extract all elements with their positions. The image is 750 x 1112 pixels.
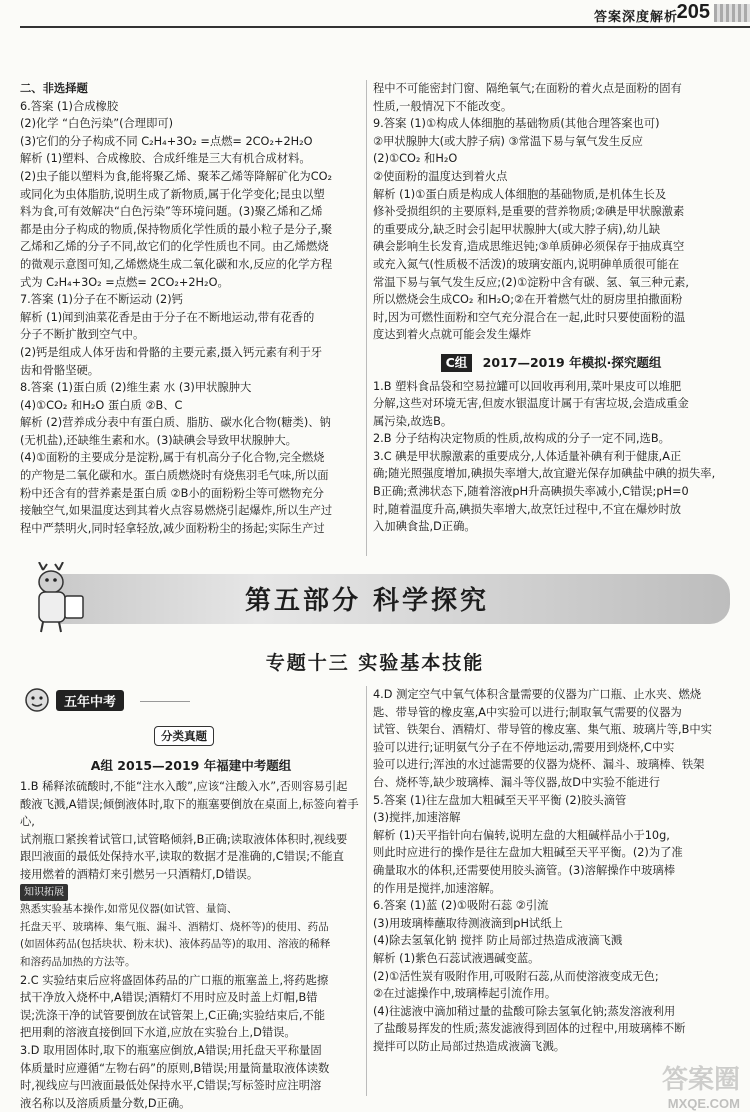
text-line: 时,因为可燃性面粉和空气充分混合在一起,此时只要使面粉的温 [373,310,686,324]
column-divider-bottom [366,686,367,1096]
column-divider-top [366,80,367,556]
text-line: 常温下易与氧气发生反应;(2)①淀粉中含有碳、氢、氧三种元素, [373,275,689,289]
text-line: 或充入氮气(性质极不活泼)的玻璃安瓿内,说明砷单质很可能在 [373,257,680,271]
text-line: 试剂瓶口紧挨着试管口,试管略倾斜,B正确;读取液体体积时,视线要 [20,832,348,846]
text-line: 或同化为虫体脂肪,说明生成了新物质,属于化学变化;昆虫以塑 [20,187,325,201]
text-line: (4)往滤液中滴加稍过量的盐酸可除去氢氧化钠;蒸发溶液利用 [373,1004,676,1018]
text-line: 3.C 碘是甲状腺激素的重要成分,人体适量补碘有利于健康,A正 [373,449,682,463]
text-line: B正确;煮沸状态下,随着溶液pH升高碘损失率减小,C错误;pH=0 [373,485,689,499]
watermark-url: MXQE.COM [667,1096,740,1111]
text-line: 台、烧杯等,缺少玻璃棒、漏斗等仪器,故D中实验不能进行 [373,775,661,789]
mascot-small-icon [20,686,54,716]
site-watermark [600,1059,740,1111]
text-line: 确量取水的体积,还需要使用胶头滴管。(3)溶解操作中玻璃棒 [373,863,676,877]
text-line: 解析 (1)①蛋白质是构成人体细胞的基础物质,是机体生长及 [373,187,667,201]
text-line: 则此时应进行的操作是往左盘加大粗碱至天平平衡。(2)为了准 [373,846,683,860]
text-line: 解析 (1)闻到油菜花香是由于分子在不断地运动,带有花香的 [20,310,315,324]
group-badge: C组 [441,354,473,372]
answer-block [373,80,729,344]
text-line: 齿和骨骼坚硬。 [20,363,100,377]
text-line: 验可以进行;浑浊的水过滤需要的仪器为烧杯、漏斗、玻璃棒、铁架 [373,758,705,772]
text-line: 解析 (2)营养成分表中有蛋白质、脂肪、碳水化合物(糖类)、钠 [20,416,331,430]
text-line: (2)虫子能以塑料为食,能将聚乙烯、聚苯乙烯等降解矿化为CO₂ [20,169,333,183]
answer-block [373,378,729,536]
answer-block [20,778,362,884]
text-line: (2)①活性炭有吸附作用,可吸附石蕊,从而使溶液变成无色; [373,969,659,983]
text-line: 误;洗涤干净的试管要倒放在试管架上,C正确;实验结束后,不能 [20,1008,326,1022]
text-line: 2.B 分子结构决定物质的性质,故构成的分子一定不同,选B。 [373,432,670,446]
text-line: 解析 (1)天平指针向右偏转,说明左盘的大粗碱样品小于10g, [373,828,670,842]
text-line: (2)①CO₂ 和H₂O [373,152,458,166]
text-line: 6.答案 (1)蓝 (2)①吸附石蕊 ②引流 [373,899,549,913]
text-line: 把用剩的溶液直接倒回下水道,应放在实验台上,D错误。 [20,1026,296,1040]
text-line: 1.B 塑料食品袋和空易拉罐可以回收再利用,菜叶果皮可以堆肥 [373,379,682,393]
watermark-text: 答案圈 [661,1065,740,1095]
text-line: 料为食,可有效解决“白色污染”等环境问题。(3)聚乙烯和乙烯 [20,205,323,219]
text-line: (2)钙是组成人体牙齿和骨骼的主要元素,摄入钙元素有利于牙 [20,345,323,359]
text-line: 试管、铁架台、酒精灯、带导管的橡皮塞、集气瓶、玻璃片等,B中实 [373,723,712,737]
text-line: 的产物是二氧化碳和水。蛋白质燃烧时有烧焦羽毛气味,所以面 [20,469,329,483]
text-line: 搅拌可以防止局部过热造成液滴飞溅。 [373,1039,566,1053]
text-line: 分解,这些对环境无害,但废水银温度计属于有害垃圾,会造成重金 [373,397,689,411]
text-line: 3.D 取用固体时,取下的瓶塞应倒放,A错误;用托盘天平称量固 [20,1043,322,1057]
classified-questions-label: 分类真题 [154,726,214,746]
text-line: 确;随光照强度增加,碘损失率增大,故宜避光保存加碘盐中碘的损失率, [373,467,716,481]
text-line: (如固体药品(包括块状、粉末状)、液体药品等)的取用、溶液的稀释 [20,938,331,951]
page-number: 205 [676,1,710,23]
text-line: 7.答案 (1)分子在不断运动 (2)钙 [20,293,183,307]
text-line: 1.B 稀释浓硫酸时,不能“注水入酸”,应该“注酸入水”,否则容易引起 [20,780,348,793]
answer-block [20,972,362,1112]
text-line: 跟凹液面的最低处保持水平,读取的数据才是准确的,C错误;不能直 [20,850,344,864]
left-column-bottom [20,778,362,1112]
group-title: 2017—2019 年模拟·探究题组 [482,354,662,370]
text-line: 解析 (1)塑料、合成橡胶、合成纤维是三大有机合成材料。 [20,152,311,166]
text-line: 6.答案 (1)合成橡胶 [20,99,119,113]
text-line: 程中严禁明火,同时轻拿轻放,减少面粉粉尘的扬起;实际生产过 [20,521,325,535]
answer-block [20,98,362,538]
group-heading-a: A组 2015—2019 年福建中考题组 [90,758,292,773]
text-line: 体质量时应遵循“左物右码”的原则,B错误;用量筒量取液体读数 [20,1061,330,1075]
text-line: 匙、带导管的橡皮塞,A中实验可以进行;制取氧气需要的仪器为 [373,705,682,719]
text-line: (4)①CO₂ 和H₂O 蛋白质 ②B、C [20,398,183,412]
text-line: 9.答案 (1)①构成人体细胞的基础物质(其他合理答案也可) [373,117,660,131]
answer-block [373,686,729,1055]
text-line: 了盐酸易挥发的性质;蒸发滤液得到固体的过程中,用玻璃棒不断 [373,1022,686,1036]
text-line: 度达到着火点就可能会发生爆炸 [373,328,532,342]
text-line: (3)它们的分子构成不同 C₂H₄+3O₂ =点燃= 2CO₂+2H₂O [20,134,313,148]
part-banner [25,562,730,634]
text-line: 时,视线应与凹液面最低处保持水平,C错误;写标签时应注明溶 [20,1079,322,1093]
text-line: 所以燃烧会生成CO₂ 和H₂O;②在开着燃气灶的厨房里拍撒面粉 [373,293,683,307]
topic-title: 专题十三 实验基本技能 [265,652,485,674]
text-line: ②使面粉的温度达到着火点 [373,169,508,183]
text-line: ②在过滤操作中,玻璃棒起引流作用。 [373,987,557,1001]
tip-box [20,884,362,972]
heading-rule [140,701,190,702]
text-line: 4.D 测定空气中氧气体积含量需要的仪器为广口瓶、止水夹、燃烧 [373,688,702,701]
text-line: 性质,一般情况下不能改变。 [373,99,513,113]
text-line: 乙烯和乙烯的分子不同,故它们的化学性质也不同。由乙烯燃烧 [20,240,329,254]
five-year-exam-label: 五年中考 [56,690,124,711]
text-line: 验可以进行;证明氨气分子在不停地运动,需要用到烧杯,C中实 [373,740,675,754]
text-line: ②甲状腺肿大(或大脖子病) ③常温下易与氧气发生反应 [373,134,643,148]
part-title: 第五部分 科学探究 [245,586,490,616]
text-line: 熟悉实验基本操作,如常见仪器(如试管、量筒、 [20,903,238,916]
header-decoration [714,4,750,22]
text-line: 碘会影响生长发育,造成思维迟钝;③单质砷必须保存于抽成真空 [373,240,685,254]
text-line: (无机盐),还缺维生素和水。(3)缺碘会导致甲状腺肿大。 [20,433,297,447]
text-line: 的重要成分,缺乏时会引起甲状腺肿大(或大脖子病),幼儿缺 [373,222,661,236]
text-line: 分子不断扩散到空气中。 [20,328,145,342]
text-line: 和溶药品加热的方法等。 [20,955,136,968]
header-title: 答案深度解析 [593,10,678,25]
section-heading: 二、非选择题 [20,82,88,95]
header-rule [20,26,750,28]
text-line: 的微观示意图可知,乙烯燃烧生成二氧化碳和水,反应的化学方程 [20,257,333,271]
text-line: 托盘天平、玻璃棒、集气瓶、漏斗、酒精灯、烧杯等)的使用、药品 [20,920,329,933]
left-column-top [20,80,362,537]
reindeer-mascot-icon [25,562,95,634]
text-line: 式为 C₂H₄+3O₂ =点燃= 2CO₂+2H₂O。 [20,275,229,289]
text-line: 程中不可能密封门窗、隔绝氧气;在面粉的着火点是面粉的固有 [373,82,682,95]
text-line: 时,随着温度升高,碘损失率增大,故烹饪过程中,不宜在爆炒时放 [373,502,682,516]
group-heading-c [373,354,729,372]
five-year-exam-heading [20,686,190,716]
text-line: 接用燃着的酒精灯来引燃另一只酒精灯,D错误。 [20,867,259,881]
text-line: 5.答案 (1)往左盘加大粗碱至天平平衡 (2)胶头滴管 [373,793,627,807]
tip-text [20,901,362,971]
text-line: (4)除去氢氧化钠 搅拌 防止局部过热造成液滴飞溅 [373,934,623,948]
tip-badge: 知识拓展 [20,884,68,902]
text-line: 2.C 实验结束后应将盛固体药品的广口瓶的瓶塞盖上,将药匙擦 [20,973,329,987]
text-line: 的作用是搅拌,加速溶解。 [373,881,501,895]
text-line: 解析 (1)紫色石蕊试液遇碱变蓝。 [373,951,540,965]
text-line: (3)用玻璃棒蘸取待测液滴到pH试纸上 [373,916,563,930]
page-header [0,0,750,36]
text-line: (3)搅拌,加速溶解 [373,811,461,825]
text-line: 拭干净放入烧杯中,A错误;酒精灯不用时应及时盖上灯帽,B错 [20,991,318,1005]
text-line: 属污染,故选B。 [373,414,453,428]
right-column-top [373,80,729,536]
text-line: 接触空气,如果温度达到其着火点容易燃烧引起爆炸,所以生产过 [20,504,333,518]
text-line: 酸液飞溅,A错误;倾倒液体时,取下的瓶塞要倒放在桌面上,标签向着手心, [20,797,359,829]
text-line: (4)①面粉的主要成分是淀粉,属于有机高分子化合物,完全燃烧 [20,451,325,465]
text-line: (2)化学 “白色污染”(合理即可) [20,117,174,131]
text-line: 液名称以及溶质质量分数,D正确。 [20,1096,191,1110]
text-line: 入加碘食盐,D正确。 [373,520,476,534]
text-line: 粉中还含有的营养素是蛋白质 ②B小的面粉粉尘等可燃物充分 [20,486,324,500]
text-line: 8.答案 (1)蛋白质 (2)维生素 水 (3)甲状腺肿大 [20,381,252,395]
text-line: 都是由分子构成的物质,保持物质化学性质的最小粒子是分子,聚 [20,222,333,236]
right-column-bottom [373,686,729,1055]
text-line: 修补受损组织的主要原料,是重要的营养物质;②碘是甲状腺激素 [373,205,685,219]
